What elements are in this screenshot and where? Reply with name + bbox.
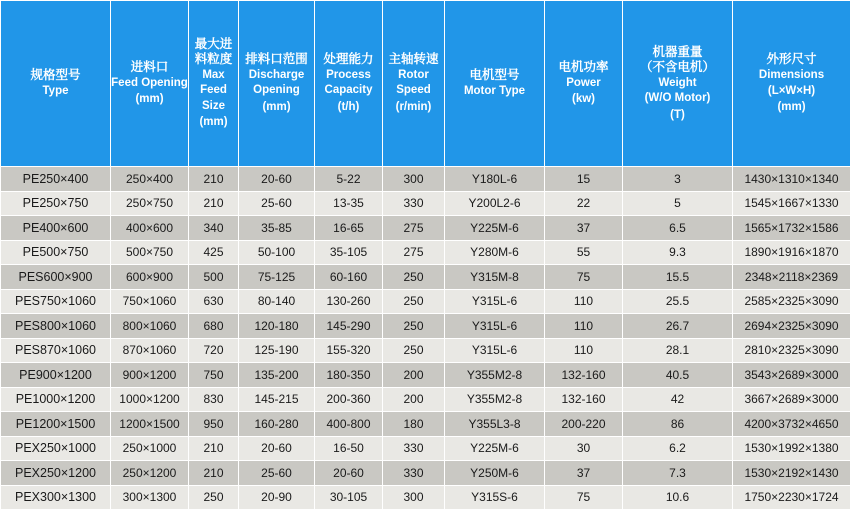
cell-feed-opening: 870×1060 — [111, 338, 189, 363]
column-header-weight — [623, 1, 733, 167]
cell-rotor-speed: 250 — [383, 265, 445, 290]
cell-discharge-opening: 120-180 — [239, 314, 315, 339]
cell-power: 30 — [545, 436, 623, 461]
cell-rotor-speed: 200 — [383, 387, 445, 412]
cell-process-capacity: 155-320 — [315, 338, 383, 363]
cell-max-feed-size: 210 — [189, 167, 239, 192]
column-header-unit: (r/min) — [383, 99, 444, 115]
cell-type: PES800×1060 — [1, 314, 111, 339]
cell-dimensions: 4200×3732×4650 — [733, 412, 850, 437]
cell-process-capacity: 13-35 — [315, 191, 383, 216]
cell-process-capacity: 145-290 — [315, 314, 383, 339]
cell-process-capacity: 30-105 — [315, 485, 383, 510]
cell-process-capacity: 5-22 — [315, 167, 383, 192]
cell-type: PES750×1060 — [1, 289, 111, 314]
cell-max-feed-size: 680 — [189, 314, 239, 339]
cell-motor-type: Y225M-6 — [445, 436, 545, 461]
cell-weight: 25.5 — [623, 289, 733, 314]
column-header-cn: 电机功率 — [545, 60, 622, 76]
column-header-dimensions — [733, 1, 850, 167]
cell-power: 75 — [545, 265, 623, 290]
cell-process-capacity: 20-60 — [315, 461, 383, 486]
column-header-power — [545, 1, 623, 167]
cell-process-capacity: 130-260 — [315, 289, 383, 314]
cell-feed-opening: 250×400 — [111, 167, 189, 192]
column-header-cn-line1: 机器重量 — [623, 45, 732, 61]
column-header-cn-line2: （不含电机） — [623, 60, 732, 76]
column-header-cn: 外形尺寸 — [733, 52, 850, 68]
cell-max-feed-size: 210 — [189, 436, 239, 461]
cell-max-feed-size: 425 — [189, 240, 239, 265]
table-row — [1, 265, 850, 290]
column-header-en: Dimensions — [733, 68, 850, 84]
column-header-en: Rotor Speed — [383, 68, 444, 99]
cell-max-feed-size: 720 — [189, 338, 239, 363]
cell-feed-opening: 1000×1200 — [111, 387, 189, 412]
cell-rotor-speed: 250 — [383, 314, 445, 339]
cell-feed-opening: 800×1060 — [111, 314, 189, 339]
column-header-en: Process Capacity — [315, 68, 382, 99]
table-row — [1, 363, 850, 388]
table-row — [1, 387, 850, 412]
cell-max-feed-size: 630 — [189, 289, 239, 314]
cell-motor-type: Y355M2-8 — [445, 387, 545, 412]
cell-type: PE1200×1500 — [1, 412, 111, 437]
cell-rotor-speed: 180 — [383, 412, 445, 437]
table-header-row — [1, 1, 850, 167]
cell-process-capacity: 400-800 — [315, 412, 383, 437]
cell-weight: 15.5 — [623, 265, 733, 290]
cell-power: 200-220 — [545, 412, 623, 437]
cell-weight: 42 — [623, 387, 733, 412]
cell-dimensions: 1565×1732×1586 — [733, 216, 850, 241]
cell-weight: 6.2 — [623, 436, 733, 461]
cell-feed-opening: 600×900 — [111, 265, 189, 290]
cell-dimensions: 2810×2325×3090 — [733, 338, 850, 363]
column-header-en-line1: Weight — [623, 76, 732, 92]
cell-rotor-speed: 330 — [383, 461, 445, 486]
table-row — [1, 216, 850, 241]
cell-rotor-speed: 250 — [383, 338, 445, 363]
cell-dimensions: 2348×2118×2369 — [733, 265, 850, 290]
column-header-unit: (T) — [623, 107, 732, 123]
table-row — [1, 314, 850, 339]
cell-max-feed-size: 340 — [189, 216, 239, 241]
cell-max-feed-size: 250 — [189, 485, 239, 510]
column-header-en: Type — [1, 84, 110, 100]
cell-weight: 9.3 — [623, 240, 733, 265]
cell-max-feed-size: 210 — [189, 461, 239, 486]
column-header-unit-mm: (mm) — [733, 99, 850, 115]
column-header-en: Max Feed Size — [189, 68, 238, 115]
cell-discharge-opening: 20-60 — [239, 436, 315, 461]
column-header-discharge-opening — [239, 1, 315, 167]
cell-motor-type: Y315L-6 — [445, 314, 545, 339]
cell-process-capacity: 200-360 — [315, 387, 383, 412]
cell-discharge-opening: 20-90 — [239, 485, 315, 510]
cell-feed-opening: 250×750 — [111, 191, 189, 216]
cell-dimensions: 1890×1916×1870 — [733, 240, 850, 265]
cell-discharge-opening: 125-190 — [239, 338, 315, 363]
cell-weight: 26.7 — [623, 314, 733, 339]
column-header-motor-type — [445, 1, 545, 167]
cell-rotor-speed: 275 — [383, 216, 445, 241]
table-row — [1, 289, 850, 314]
cell-discharge-opening: 20-60 — [239, 167, 315, 192]
column-header-max-feed-size — [189, 1, 239, 167]
column-header-cn: 电机型号 — [445, 68, 544, 84]
cell-motor-type: Y315M-8 — [445, 265, 545, 290]
cell-dimensions: 1530×2192×1430 — [733, 461, 850, 486]
cell-motor-type: Y315L-6 — [445, 289, 545, 314]
table-row — [1, 436, 850, 461]
column-header-cn: 处理能力 — [315, 52, 382, 68]
table-row — [1, 167, 850, 192]
cell-power: 75 — [545, 485, 623, 510]
cell-max-feed-size: 750 — [189, 363, 239, 388]
cell-weight: 3 — [623, 167, 733, 192]
table-row — [1, 412, 850, 437]
cell-discharge-opening: 25-60 — [239, 191, 315, 216]
cell-process-capacity: 60-160 — [315, 265, 383, 290]
table-header — [1, 1, 850, 167]
cell-motor-type: Y355L3-8 — [445, 412, 545, 437]
table-row — [1, 240, 850, 265]
table-row — [1, 338, 850, 363]
column-header-en: Motor Type — [445, 84, 544, 100]
cell-power: 110 — [545, 314, 623, 339]
cell-weight: 7.3 — [623, 461, 733, 486]
column-header-en-line2: (W/O Motor) — [623, 91, 732, 107]
cell-dimensions: 1430×1310×1340 — [733, 167, 850, 192]
cell-power: 37 — [545, 216, 623, 241]
cell-dimensions: 2694×2325×3090 — [733, 314, 850, 339]
column-header-unit: (mm) — [111, 91, 188, 107]
column-header-rotor-speed — [383, 1, 445, 167]
column-header-en: Power — [545, 76, 622, 92]
cell-weight: 86 — [623, 412, 733, 437]
cell-type: PE1000×1200 — [1, 387, 111, 412]
column-header-unit: (kw) — [545, 91, 622, 107]
table-row — [1, 485, 850, 510]
cell-dimensions: 3543×2689×3000 — [733, 363, 850, 388]
column-header-unit: (mm) — [189, 114, 238, 130]
column-header-feed-opening — [111, 1, 189, 167]
cell-dimensions: 1530×1992×1380 — [733, 436, 850, 461]
cell-rotor-speed: 300 — [383, 485, 445, 510]
column-header-cn: 最大进料粒度 — [189, 37, 238, 68]
cell-type: PE900×1200 — [1, 363, 111, 388]
column-header-process-capacity — [315, 1, 383, 167]
cell-power: 15 — [545, 167, 623, 192]
cell-process-capacity: 35-105 — [315, 240, 383, 265]
column-header-cn: 主轴转速 — [383, 52, 444, 68]
cell-power: 132-160 — [545, 363, 623, 388]
cell-rotor-speed: 330 — [383, 436, 445, 461]
cell-motor-type: Y315L-6 — [445, 338, 545, 363]
cell-feed-opening: 750×1060 — [111, 289, 189, 314]
cell-type: PES600×900 — [1, 265, 111, 290]
table-row — [1, 191, 850, 216]
cell-rotor-speed: 300 — [383, 167, 445, 192]
cell-rotor-speed: 275 — [383, 240, 445, 265]
cell-max-feed-size: 830 — [189, 387, 239, 412]
cell-type: PEX250×1000 — [1, 436, 111, 461]
cell-type: PEX250×1200 — [1, 461, 111, 486]
cell-rotor-speed: 200 — [383, 363, 445, 388]
cell-motor-type: Y315S-6 — [445, 485, 545, 510]
cell-power: 22 — [545, 191, 623, 216]
cell-weight: 40.5 — [623, 363, 733, 388]
cell-weight: 6.5 — [623, 216, 733, 241]
cell-discharge-opening: 75-125 — [239, 265, 315, 290]
cell-discharge-opening: 135-200 — [239, 363, 315, 388]
cell-dimensions: 1750×2230×1724 — [733, 485, 850, 510]
cell-motor-type: Y355M2-8 — [445, 363, 545, 388]
cell-weight: 5 — [623, 191, 733, 216]
cell-dimensions: 3667×2689×3000 — [733, 387, 850, 412]
column-header-type — [1, 1, 111, 167]
cell-motor-type: Y250M-6 — [445, 461, 545, 486]
cell-feed-opening: 500×750 — [111, 240, 189, 265]
cell-power: 110 — [545, 289, 623, 314]
cell-dimensions: 1545×1667×1330 — [733, 191, 850, 216]
cell-feed-opening: 900×1200 — [111, 363, 189, 388]
cell-motor-type: Y180L-6 — [445, 167, 545, 192]
cell-weight: 10.6 — [623, 485, 733, 510]
cell-motor-type: Y200L2-6 — [445, 191, 545, 216]
cell-type: PE500×750 — [1, 240, 111, 265]
cell-discharge-opening: 50-100 — [239, 240, 315, 265]
cell-rotor-speed: 250 — [383, 289, 445, 314]
table-row — [1, 461, 850, 486]
column-header-en: Discharge Opening — [239, 68, 314, 99]
cell-type: PEX300×1300 — [1, 485, 111, 510]
cell-discharge-opening: 35-85 — [239, 216, 315, 241]
cell-max-feed-size: 950 — [189, 412, 239, 437]
cell-process-capacity: 16-65 — [315, 216, 383, 241]
cell-discharge-opening: 25-60 — [239, 461, 315, 486]
cell-process-capacity: 16-50 — [315, 436, 383, 461]
cell-discharge-opening: 145-215 — [239, 387, 315, 412]
column-header-unit: (mm) — [239, 99, 314, 115]
cell-power: 55 — [545, 240, 623, 265]
cell-type: PE400×600 — [1, 216, 111, 241]
column-header-cn: 进料口 — [111, 60, 188, 76]
cell-feed-opening: 300×1300 — [111, 485, 189, 510]
cell-dimensions: 2585×2325×3090 — [733, 289, 850, 314]
column-header-en: Feed Opening — [111, 76, 188, 92]
cell-feed-opening: 250×1000 — [111, 436, 189, 461]
column-header-unit: (t/h) — [315, 99, 382, 115]
cell-motor-type: Y225M-6 — [445, 216, 545, 241]
cell-motor-type: Y280M-6 — [445, 240, 545, 265]
cell-rotor-speed: 330 — [383, 191, 445, 216]
column-header-unit-lxwxh: (L×W×H) — [733, 83, 850, 99]
cell-weight: 28.1 — [623, 338, 733, 363]
cell-type: PES870×1060 — [1, 338, 111, 363]
cell-feed-opening: 400×600 — [111, 216, 189, 241]
cell-feed-opening: 1200×1500 — [111, 412, 189, 437]
cell-max-feed-size: 210 — [189, 191, 239, 216]
cell-max-feed-size: 500 — [189, 265, 239, 290]
cell-type: PE250×400 — [1, 167, 111, 192]
cell-feed-opening: 250×1200 — [111, 461, 189, 486]
cell-discharge-opening: 160-280 — [239, 412, 315, 437]
cell-discharge-opening: 80-140 — [239, 289, 315, 314]
column-header-cn: 规格型号 — [1, 68, 110, 84]
cell-power: 110 — [545, 338, 623, 363]
cell-type: PE250×750 — [1, 191, 111, 216]
column-header-cn: 排料口范围 — [239, 52, 314, 68]
table-body — [1, 167, 850, 510]
cell-power: 37 — [545, 461, 623, 486]
cell-process-capacity: 180-350 — [315, 363, 383, 388]
cell-power: 132-160 — [545, 387, 623, 412]
